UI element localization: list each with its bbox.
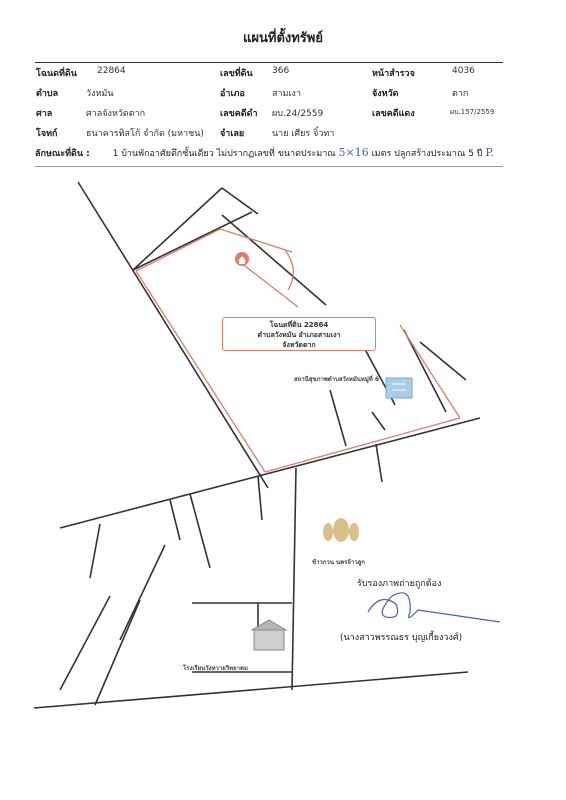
school-icon [252,620,286,650]
deed-value: 22864 [97,66,126,76]
callout-deed: โฉนดที่ดิน 22864 [269,321,329,329]
blackcase-label: เลขคดีดำ [220,109,258,119]
landno-label: เลขที่ดิน [220,69,253,79]
feature-text-2: เมตร ปลูกสร้างประมาณ 5 ปี [371,149,483,159]
page-title: แผนที่ตั้งทรัพย์ [243,31,323,46]
deed-label: โฉนดที่ดิน [36,69,77,79]
survey-label: หน้าสำรวจ [372,69,415,79]
amphoe-label: อำเภอ [220,89,245,99]
landno-value: 366 [272,66,290,76]
province-value: ตาก [452,89,469,99]
callout-province: จังหวัดตาก [282,341,316,349]
callout-location: ตำบลวังหมัน อำเภอสามเงา [257,331,341,339]
hospital-icon [386,378,412,398]
tambon-value: วังหมัน [86,89,114,99]
amphoe-value: สามเงา [272,89,302,99]
temple-icon [323,518,359,542]
certify-text: รับรองภาพถ่ายถูกต้อง [357,579,442,589]
feature-handwritten-mark: P. [485,146,495,159]
signature-icon [368,593,500,622]
redcase-label: เลขคดีแดง [372,109,415,119]
court-value: ศาลจังหวัดตาก [86,109,146,119]
plaintiff-label: โจทก์ [36,129,58,139]
feature-text-1: 1 บ้านพักอาศัยตึกชั้นเดียว ไม่ปรากฏเลขที่ ขนาดประมาณ [112,149,336,159]
feature-handwritten-size: 5×16 [338,146,369,159]
hospital-label: สถานีสุขภาพตำบลวังหมันหมู่ที่ 6 [294,376,379,383]
plaintiff-value: ธนาคารทิสโก้ จำกัด (มหาชน) [86,129,204,139]
defendant-label: จำเลย [220,129,245,139]
school-label: โรงเรียนวังหวายวิทยาคม [183,665,248,672]
province-label: จังหวัด [372,89,399,99]
blackcase-value: ผบ.24/2559 [272,109,324,119]
survey-value: 4036 [452,66,475,76]
tambon-label: ตำบล [36,89,59,99]
temple-label: ข้าวกวน นครจ้าวลูก [312,559,365,566]
feature-label: ลักษณะที่ดิน : [35,149,90,159]
redcase-value: ผบ.157/2559 [450,108,495,116]
certify-name: (นางสาวพรรณธร บุญเกี้ยงวงศ์) [340,633,463,643]
plot-callout [222,317,376,351]
court-label: ศาล [36,109,53,119]
defendant-value: นาย เศียร จิ๋วทา [272,129,335,139]
